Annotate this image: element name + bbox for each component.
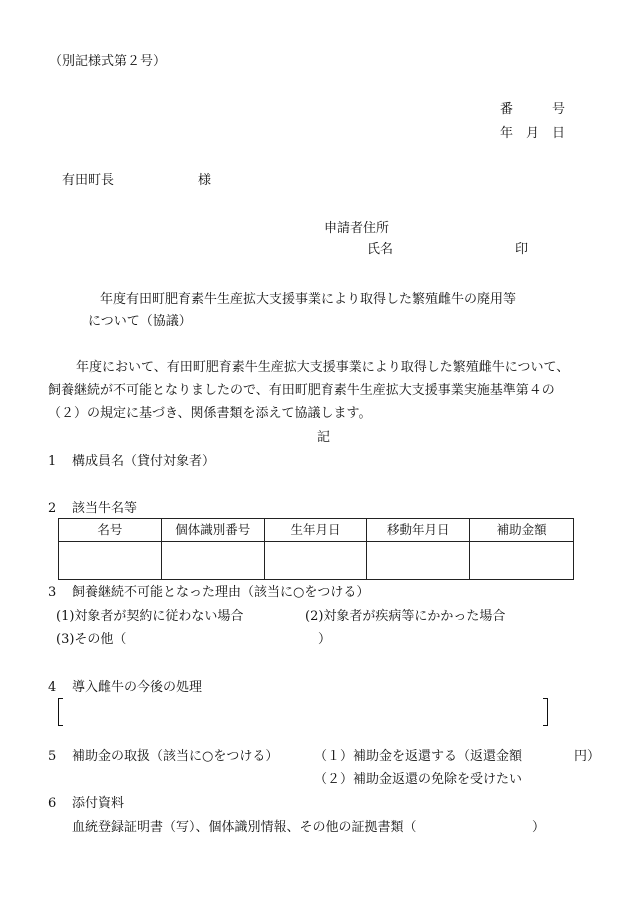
section3-number: 3 bbox=[48, 585, 57, 600]
form-id: （別記様式第２号） bbox=[49, 54, 167, 69]
applicant-name-label: 氏名 bbox=[367, 242, 394, 257]
table-header-cell: 個体識別番号 bbox=[162, 519, 265, 542]
section1-label: 構成員名（貸付対象者） bbox=[72, 454, 216, 469]
addressee-name: 有田町長 bbox=[62, 173, 115, 188]
section1-number: 1 bbox=[48, 454, 57, 469]
attachments-detail: 血統登録証明書（写）、個体識別情報、その他の証拠書類（ bbox=[72, 820, 417, 835]
section4-label: 導入雌牛の今後の処理 bbox=[72, 680, 203, 695]
body-line2: 飼養継続が不可能となりましたので、有田町肥育素牛生産拡大支援事業実施基準第４の bbox=[48, 383, 555, 398]
table-data-cell[interactable] bbox=[265, 542, 368, 579]
attachments-detail-close: ） bbox=[532, 820, 546, 835]
body-line3: （２）の規定に基づき、関係書類を添えて協議します。 bbox=[48, 406, 372, 421]
table-data-cell[interactable] bbox=[162, 542, 265, 579]
subsidy-option-1-unit: 円） bbox=[574, 749, 601, 764]
bracket-left bbox=[58, 698, 63, 726]
section4-number: 4 bbox=[48, 680, 57, 695]
section5-label: 補助金の取扱（該当に○をつける） bbox=[72, 749, 279, 764]
ki-marker: 記 bbox=[317, 430, 331, 445]
section5-number: 5 bbox=[48, 749, 57, 764]
subsidy-option-2[interactable]: （２）補助金返還の免除を受けたい bbox=[314, 772, 523, 787]
reason-option-2[interactable]: (2)対象者が疾病等にかかった場合 bbox=[305, 609, 506, 624]
subsidy-option-1[interactable]: （１）補助金を返還する（返還金額 bbox=[314, 749, 523, 764]
table-header-cell: 移動年月日 bbox=[367, 519, 470, 542]
applicant-address-label: 申請者住所 bbox=[324, 221, 390, 236]
table-data-cell[interactable] bbox=[367, 542, 470, 579]
section3-label: 飼養継続不可能となった理由（該当に○をつける） bbox=[72, 585, 370, 600]
seal-mark: 印 bbox=[515, 242, 529, 257]
section2-number: 2 bbox=[48, 501, 57, 516]
table-data-cell[interactable] bbox=[59, 542, 162, 579]
table-header-cell: 補助金額 bbox=[470, 519, 573, 542]
bracket-right bbox=[543, 698, 548, 726]
cattle-table bbox=[58, 518, 574, 580]
addressee-honorific: 様 bbox=[198, 173, 212, 188]
document-date-label: 年 月 日 bbox=[500, 126, 566, 141]
reason-option-3-close: ） bbox=[318, 632, 332, 647]
section2-label: 該当牛名等 bbox=[72, 501, 138, 516]
body-line1: 年度において、有田町肥育素牛生産拡大支援事業により取得した繁殖雌牛について、 bbox=[76, 360, 570, 375]
table-data-cell[interactable] bbox=[470, 542, 573, 579]
section6-number: 6 bbox=[48, 796, 57, 811]
section6-label: 添付資料 bbox=[72, 796, 125, 811]
table-header-cell: 生年月日 bbox=[265, 519, 368, 542]
document-number-label: 番 号 bbox=[500, 102, 566, 117]
reason-option-1[interactable]: (1)対象者が契約に従わない場合 bbox=[56, 609, 244, 624]
document-title-line2: について（協議） bbox=[88, 314, 192, 329]
reason-option-3[interactable]: (3)その他（ bbox=[56, 632, 127, 647]
document-title-line1: 年度有田町肥育素牛生産拡大支援事業により取得した繁殖雌牛の廃用等 bbox=[100, 292, 517, 307]
table-header-cell: 名号 bbox=[59, 519, 162, 542]
